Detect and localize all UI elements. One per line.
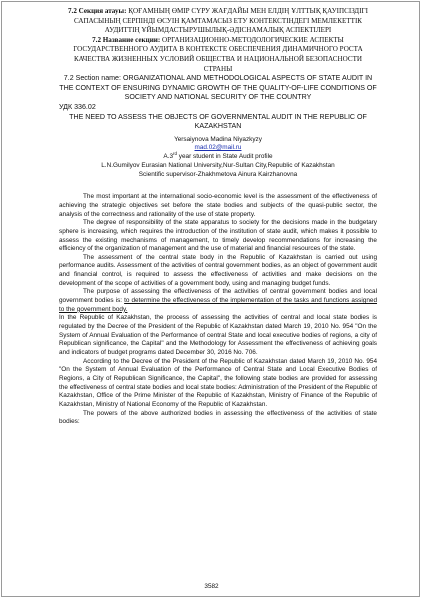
body-paragraph: The powers of the above authorized bodies in assessing the effectiveness of the activities of state bodies: (59, 409, 377, 426)
page-number: 3582 (204, 583, 219, 590)
section-heading-en: 7.2 Section name: ORGANIZATIONAL AND METHODOLOGICAL ASPECTS OF STATE AUDIT IN THE CONTEXT OF ENSURING DYNAMIC GROWTH OF THE QUALITY-OF-LIFE CONDITIONS OF SOCIETY AND NATIONAL SECURITY OF THE COUNTRY (59, 74, 377, 102)
author-year-sup: rd (173, 151, 178, 156)
body-paragraph: In the Republic of Kazakhstan, the process of assessing the activities of central and local state bodies is regulated by the Decree of the President of the Republic of Kazakhstan dated March 19, 2010 No. 954 "On the System of Annual Evaluation of the Performance of central State and local executive bodies of regions, a city of Republican significance, the Capital" and the Methodology for Assessment the effectiveness of achieving goals and indicators of budget programs dated December 30, 2016 No. 706. (59, 314, 377, 357)
scientific-supervisor: Scientific supervisor-Zhakhmetova Ainura Kairzhanovna (138, 170, 298, 178)
body-paragraph: The assessment of the central state body in the Republic of Kazakhstan is carried out using performance audits. Assessment of the activities of central government bodies, as an object of government audit and financial control, is required to assess the effectiveness of activities and make decisions on the development of the scope of activities of a government body, using and managing budget funds. (59, 253, 377, 287)
section-heading-kz (59, 7, 377, 36)
author-year-suffix: year student in State Audit profile (177, 153, 273, 161)
body-paragraph: According to the Decree of the President of the Republic of Kazakhstan dated March 19, 2010 No. 954 "On the System of Annual Evaluation of the Performance of Central State and Local Executive Bodies of Regions, a City of Republican Significance, the Capital", the following state bodies are provided for assessing the effectiveness of central state bodies and local state bodies: Administration of the President of the Republic of Kazakhstan, Office of the Prime Minister of the Republic of Kazakhstan, Ministry of Finance of the Republic of Kazakhstan, Ministry of National Economy of the Republic of Kazakhstan. (59, 357, 377, 408)
section-label-kz: 7.2 Секция атауы: (68, 7, 127, 15)
udk-code: УДК 336.02 (59, 102, 96, 111)
author-year-prefix: A.3 (163, 153, 173, 161)
author-block (59, 136, 377, 180)
section-label-ru: 7.2 Название секции: (92, 35, 161, 44)
paper-title: THE NEED TO ASSESS THE OBJECTS OF GOVERNMENTAL AUDIT IN THE REPUBLIC OF KAZAKHSTAN (69, 112, 367, 131)
section-heading-ru (59, 36, 377, 74)
purpose-underlined: to determine the effectiveness of the implementation of the tasks and functions assigned to the government body. (59, 297, 378, 313)
body-paragraph: The degree of responsibility of the state apparatus to society for the decisions made in the budgetary sphere is increasing, which requires the introduction of the institution of state audit, which makes it possible to assess the existing mechanisms of management, to timely develop recommendations for increasing the efficiency of the organization of management and the use of material and financial resources of the state. (59, 219, 377, 253)
body-paragraph (59, 288, 377, 314)
author-name: Yersaiynova Madina Niyazkyzy (174, 135, 262, 143)
paper-page (1, 1, 420, 597)
section-text-kz: ҚОҒАМНЫҢ ӨМІР СҮРУ ЖАҒДАЙЫ МЕН ЕЛДІҢ ҰЛТТЫҚ ҚАУІПСІЗДІГІ САПАСЫНЫҢ СЕРПІНДІ ӨСУІН ҚАМТАМАСЫЗ ЕТУ КОНТЕКСТІНДЕГІ МЕМЛЕКЕТТІК АУДИТТІҢ ҰЙЫМДАСТЫРУШЫЛЫҚ-ӘДІСНАМАЛЫҚ АСПЕКТІЛЕРІ (73, 7, 368, 35)
author-affiliation: L.N.Gumilyov Eurasian National University,Nur-Sultan City,Republic of Kazakhstan (101, 161, 335, 169)
author-email-link[interactable]: mad.02@mail.ru (194, 144, 242, 152)
article-body (59, 193, 377, 427)
purpose-lead: The purpose of assessing the effectiveness of the activities of central government bodies and local government bodies is: (59, 288, 377, 305)
author-year (59, 153, 377, 162)
body-paragraph: The most important at the international socio-economic level is the assessment of the effectiveness of achieving the strategic objectives set before the state bodies and subjects of the quasi-public sector, the analysis of the correctness and rationality of the use of state property. (59, 193, 377, 218)
section-text-ru: ОРГАНИЗАЦИОННО-МЕТОДОЛОГИЧЕСКИЕ АСПЕКТЫ ГОСУДАРСТВЕННОГО АУДИТА В КОНТЕКСТЕ ОБЕСПЕЧЕНИЯ ДИНАМИЧНОГО РОСТА КАЧЕСТВА ЖИЗНЕННЫХ УСЛОВИЙ ОБЩЕСТВА И НАЦИОНАЛЬНОЙ БЕЗОПАСНОСТИ СТРАНЫ (73, 35, 363, 73)
page-content (59, 7, 377, 427)
